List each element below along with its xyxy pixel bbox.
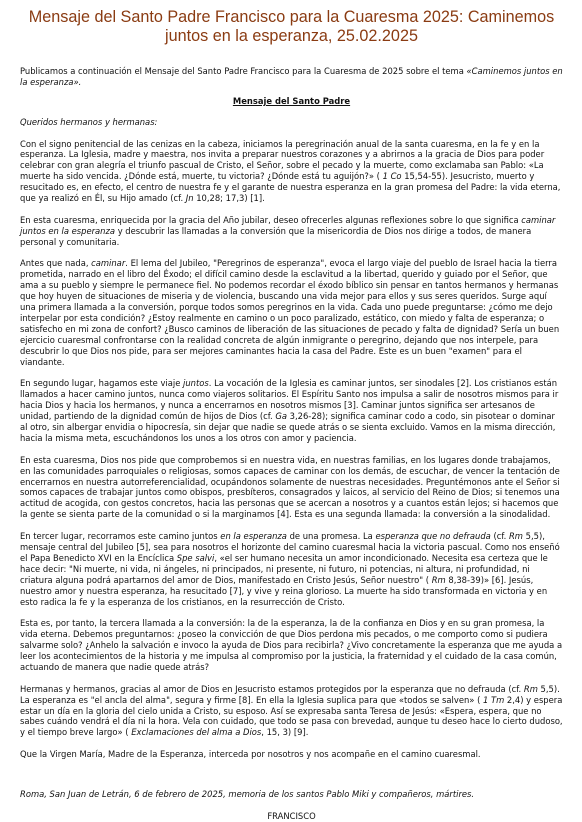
text-run: 8,38-39)» [6]. Jesús, nuestro amor y nuestra esperanza, ha resucitado [7], y vive y reina glorioso. La muerte ha sido transformada en victoria y en esto radica la fe y la esperanza de los cristianos, en la resurrección de Cristo. bbox=[20, 574, 548, 607]
intro-paragraph bbox=[20, 66, 563, 88]
scripture-ref: 1 Tm bbox=[483, 694, 505, 705]
scripture-ref: Rm bbox=[508, 531, 523, 542]
text-run: . La vocación de la Iglesia es caminar juntos, ser sinodales [2]. Los cristianos están llamados a hacer camino juntos, nunca como viajeros solitarios. El Espíritu Santo nos impulsa a salir de nosotros mismos para ir hacia Dios y hacia los hermanos, y nunca a encerrarnos en nosotros mismos [3]. Caminar juntos significa ser artesanos de unidad, partiendo de la dignidad común de hijos de Dios (cf. bbox=[20, 378, 559, 422]
text-run: 10,28; 17,3) [1]. bbox=[193, 193, 265, 204]
emphasis: juntos bbox=[183, 378, 209, 389]
text-run: . El lema del Jubileo, "Peregrinos de esperanza", evoca el largo viaje del pueblo de Israel hacia la tierra prometida, narrado en el libro del Éxodo; el difícil camino desde la esclavitud a la libertad, querido y guiado por el Señor, que ama a su pueblo y siempre le permanece fiel. No podemos recordar el éxodo bíblico sin pensar en tantos hermanos y hermanas que hoy huyen de situaciones de miseria y de violencia, buscando una vida mejor para ellos y sus seres queridos. Surge aquí una primera llamada a la conversión, porque todos somos peregrinos en la vida. Cada uno puede preguntarse: ¿cómo me dejo interpelar por esta condición? ¿Estoy realmente en camino o un poco paralizado, estático, con miedo y falta de esperanza; o satisfecho en mi zona de confort? ¿Busco caminos de liberación de las situaciones de pecado y falta de dignidad? Sería un buen ejercicio cuaresmal confrontarse con la realidad concreta de algún inmigrante o peregrino, dejando que nos interpele, para descubrir lo que Dios nos pide, para ser mejores caminantes hacia la casa del Padre. Este es un buen "examen" para el viandante. bbox=[20, 258, 560, 367]
section-heading: Mensaje del Santo Padre bbox=[232, 95, 351, 106]
emphasis: caminar juntos en la esperanza bbox=[20, 214, 556, 236]
document-body bbox=[20, 66, 563, 822]
signature: FRANCISCO bbox=[267, 810, 316, 821]
scripture-ref: 1 Co bbox=[382, 171, 402, 182]
paragraph-9: Que la Virgen María, Madre de la Esperanza, interceda por nosotros y nos acompañe en el camino cuaresmal. bbox=[20, 749, 481, 760]
scripture-ref: Exclamaciones del alma a Dios bbox=[131, 727, 262, 738]
scripture-ref: Rm bbox=[431, 574, 446, 585]
paragraph-3 bbox=[20, 258, 563, 367]
scripture-ref: Rm bbox=[523, 683, 538, 694]
paragraph-2 bbox=[20, 215, 563, 248]
salutation: Queridos hermanos y hermanas: bbox=[20, 116, 158, 127]
text-run: y descubrir las llamadas a la conversión que la misericordia de Dios nos dirige a todos, de manera personal y comunitaria. bbox=[20, 225, 532, 247]
text-run: de una promesa. La bbox=[286, 531, 376, 542]
text-run: 2,4) y espera estar un día en la gloria del cielo unida a Cristo, su esposo. Así se expresaba santa Teresa de Jesús: «Espera, espera, que no sabes cuándo vendrá el día ni la hora. Vela con cuidado, que todo se pasa con brevedad, aunque tu deseo hace lo cierto dudoso, y el tiempo breve largo» ( bbox=[20, 694, 563, 738]
scripture-ref: Jn bbox=[185, 193, 194, 204]
text-run: 5,5), mensaje central del Jubileo [5], sea para nosotros el horizonte del camino cuaresmal hacia la victoria pascual. Como nos enseñó el Papa Benedicto XVI en la Encíclica bbox=[20, 531, 560, 563]
signoff: Roma, San Juan de Letrán, 6 de febrero de 2025, memoria de los santos Pablo Miki y compañeros, mártires. bbox=[20, 788, 475, 799]
paragraph-1 bbox=[20, 139, 563, 204]
text-run: Con el signo penitencial de las cenizas en la cabeza, iniciamos la peregrinación anual de la santa cuaresma, en la fe y en la esperanza. La Iglesia, madre y maestra, nos invita a preparar nuestros corazones y a abrirnos a la gracia de Dios para poder celebrar con gran alegría el triunfo pascual de Cristo, el Señor, sobre el pecado y la muerte, como exclamaba san Pablo: «La muerte ha sido vencida. ¿Dónde está, muerte, tu victoria? ¿Dónde está tu aguijón?» ( bbox=[20, 138, 545, 182]
text-run: , «el ser humano necesita un amor incondicionado. Necesita esa certeza que le hace decir: "Ni muerte, ni vida, ni ángeles, ni principados, ni presente, ni futuro, ni potencias, ni altura, ni profundidad, ni criatura alguna podrá apartarnos del amor de Dios, manifestado en Cristo Jesús, Señor nuestro" ( bbox=[20, 552, 548, 585]
paragraph-6 bbox=[20, 531, 563, 607]
text-run: 3,26-28); significa caminar codo a codo, sin pisotear o dominar al otro, sin albergar envidia o hipocresía, sin dejar que nadie se quede atrás o se sienta excluido. Vamos en la misma dirección, hacia la misma meta, escuchándonos los unos a los otros con amor y paciencia. bbox=[20, 411, 556, 443]
text-run: 15,54-55). Jesucristo, muerto y resucitado es, en efecto, el centro de nuestra fe y el garante de nuestra esperanza en la gran promesa del Padre: la vida eterna, que ya realizó en Él, su Hijo amado (cf. bbox=[20, 171, 561, 204]
emphasis: esperanza que no defrauda bbox=[375, 531, 491, 542]
text-run: Hermanas y hermanos, gracias al amor de Dios en Jesucristo estamos protegidos por la esperanza que no defrauda (cf. bbox=[20, 683, 524, 694]
text-run: En esta cuaresma, enriquecida por la gracia del Año jubilar, deseo ofrecerles algunas reflexiones sobre lo que significa bbox=[20, 214, 522, 225]
paragraph-8 bbox=[20, 684, 563, 739]
emphasis: Spe salvi bbox=[176, 552, 215, 563]
paragraph-5: En esta cuaresma, Dios nos pide que comprobemos si en nuestra vida, en nuestras familias, en los lugares donde trabajamos, en las comunidades parroquiales o religiosas, somos capaces de caminar con los demás, de escuchar, de vencer la tentación de encerrarnos en nuestra autorreferencialidad, ocupándonos solamente de nuestras necesidades. Preguntémonos ante el Señor si somos capaces de trabajar juntos como obispos, presbíteros, consagrados y laicos, al servicio del Reino de Dios; si tenemos una actitud de acogida, con gestos concretos, hacia las personas que se acercan a nosotros y a cuantos están lejos; si hacemos que la gente se sienta parte de la comunidad o si la marginamos [4]. Esta es una segunda llamada: la conversión a la sinodalidad. bbox=[20, 454, 560, 520]
scripture-ref: Ga bbox=[275, 411, 287, 422]
text-run: (cf. bbox=[490, 531, 509, 542]
paragraph-7: Esta es, por tanto, la tercera llamada a la conversión: la de la esperanza, la de la confianza en Dios y en su gran promesa, la vida eterna. Debemos preguntarnos: ¿poseo la convicción de que Dios perdona mis pecados, o me comporto como si pudiera salvarme solo? ¿Anhelo la salvación e invoco la ayuda de Dios para recibirla? ¿Vivo concretamente la esperanza que me ayuda a leer los acontecimientos de la historia y me impulsa al compromiso por la justicia, la fraternidad y el cuidado de la casa común, actuando de manera que nadie quede atrás? bbox=[20, 618, 563, 672]
text-run: En segundo lugar, hagamos este viaje bbox=[20, 378, 184, 389]
text-run: Antes que nada, bbox=[20, 258, 92, 269]
emphasis: en la esperanza bbox=[220, 531, 287, 542]
paragraph-4 bbox=[20, 378, 563, 443]
page-title: Mensaje del Santo Padre Francisco para la Cuaresma 2025: Caminemos juntos en la esperanza, 25.02.2025 bbox=[28, 8, 555, 45]
text-run: , 15, 3) [9]. bbox=[261, 727, 309, 738]
intro-text: Publicamos a continuación el Mensaje del Santo Padre Francisco para la Cuaresma de 2025 sobre el tema bbox=[20, 66, 467, 76]
intro-theme: «Caminemos juntos en la esperanza». bbox=[20, 66, 563, 87]
emphasis: caminar bbox=[91, 258, 126, 269]
spacer bbox=[20, 771, 563, 789]
text-run: En tercer lugar, recorramos este camino juntos bbox=[20, 531, 221, 542]
text-run: 5,5). La esperanza es "el ancla del alma", segura y firme [8]. En ella la Iglesia suplica para que «todos se salven» ( bbox=[20, 683, 560, 705]
